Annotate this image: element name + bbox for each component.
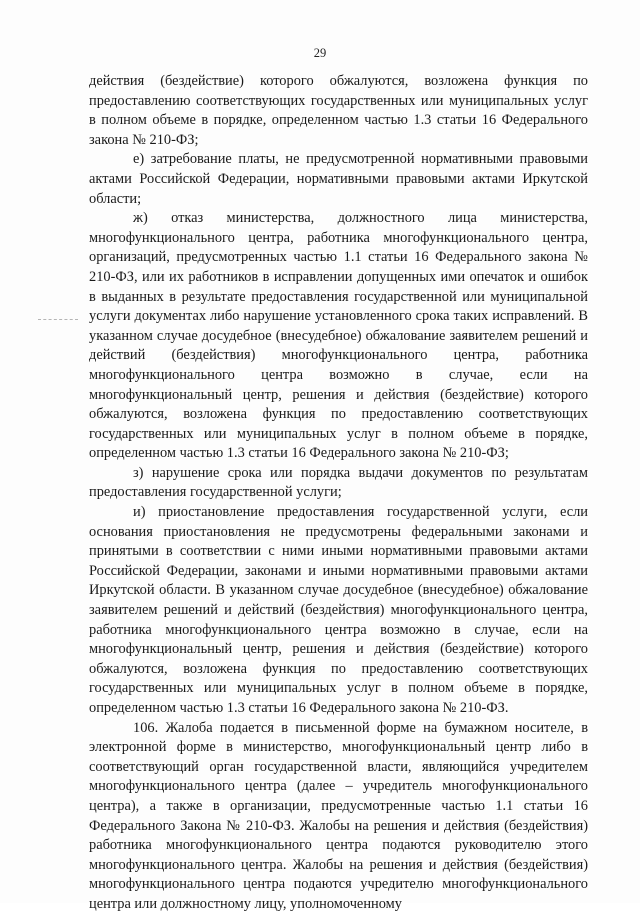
paragraph-item-i: и) приостановление предоставления государственной услуги, если основания приостановления не предусмотрены федеральными законами и принятыми в соответствии с ними иными нормативными правовыми актами Российской Федерации, законами и иными нормативными правовыми актами Иркутской области. В указанном случае досудебное (внесудебное) обжалование заявителем решений и действий (бездействия) многофункционального центра, работника многофункционального центра возможно в случае, если на многофункциональный центр, решения и действия (бездействие) которого обжалуются, возложена функция по предоставлению соответствующих государственных или муниципальных услуг в полном объеме в порядке, определенном частью 1.3 статьи 16 Федерального закона № 210-ФЗ. [89, 504, 588, 716]
paragraph-item-zh: ж) отказ министерства, должностного лица министерства, многофункционального центра, работника многофункционального центра, организаций, предусмотренных частью 1.1 статьи 16 Федерального закона № 210-ФЗ, или их работников в исправлении допущенных ими опечаток и ошибок в выданных в результате предоставления государственной или муниципальной услуги документах либо нарушение установленного срока таких исправлений. В указанном случае досудебное (внесудебное) обжалование заявителем решений и действий (бездействия) многофункционального центра, работника многофункционального центра возможно в случае, если на многофункциональный центр, решения и действия (бездействие) которого обжалуются, возложена функция по предоставлению соответствующих государственных или муниципальных услуг в полном объеме в порядке, определенном частью 1.3 статьи 16 Федерального закона № 210-ФЗ; [89, 210, 588, 462]
paragraph-continuation: действия (бездействие) которого обжалуются, возложена функция по предоставлению соответствующих государственных или муниципальных услуг в полном объеме в порядке, определенном частью 1.3 статьи 16 Федерального закона № 210-ФЗ; [89, 73, 588, 148]
paragraph-item-z: з) нарушение срока или порядка выдачи документов по результатам предоставления государственной услуги; [89, 464, 588, 501]
paragraph-item-e: е) затребование платы, не предусмотренной нормативными правовыми актами Российской Федерации, нормативными правовыми актами Иркутской области; [89, 151, 588, 207]
paragraph-106: 106. Жалоба подается в письменной форме на бумажном носителе, в электронной форме в министерство, многофункциональный центр либо в соответствующий орган государственной власти, являющийся учредителем многофункционального центра (далее – учредитель многофункционального центра), а также в организации, предусмотренные частью 1.1 статьи 16 Федерального Закона № 210-ФЗ. Жалобы на решения и действия (бездействия) работника многофункционального центра подаются руководителю этого многофункционального центра. Жалобы на решения и действия (бездействия) многофункционального центра подаются учредителю многофункционального центра или должностному лицу, уполномоченному [89, 719, 588, 912]
document-body [89, 72, 588, 915]
page-number: 29 [313, 46, 327, 60]
scan-artifact-marks [38, 319, 78, 324]
